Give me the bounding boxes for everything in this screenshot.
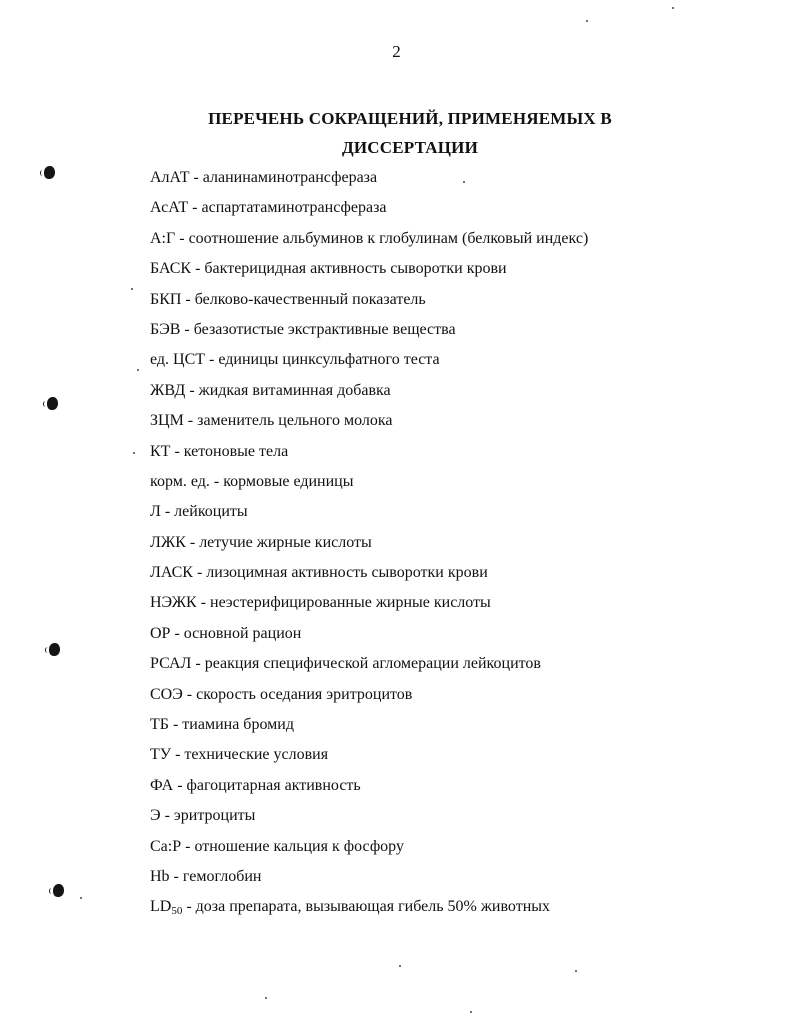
list-item: ТБ - тиамина бромид [150,716,294,734]
list-item: НЭЖК - неэстерифицированные жирные кислоты [150,594,491,612]
list-item-ld50 [150,894,770,924]
list-item: ТУ - технические условия [150,746,329,764]
scan-speck [575,970,577,972]
list-item: БКП - белково-качественный показатель [150,290,426,308]
scan-speck [586,20,588,22]
title-line-2: ДИССЕРТАЦИИ [341,138,479,157]
list-item: ФА - фагоцитарная активность [150,776,361,794]
list-item: корм. ед. - кормовые единицы [150,472,354,490]
punch-hole-mark [53,884,64,897]
list-item: Л - лейкоциты [150,503,248,521]
punch-hole-mark [44,166,55,179]
ld-abbr: LD [150,898,172,916]
list-item: Са:Р - отношение кальция к фосфору [150,837,404,855]
list-item: АлАТ - аланинаминотрансфераза [150,169,378,186]
scan-speck [672,7,674,9]
page-number: 2 [392,42,401,61]
list-item: А:Г - соотношение альбуминов к глобулинам (белковый индекс) [150,229,589,247]
abbreviation-list [150,165,770,925]
list-item: ЗЦМ - заменитель цельного молока [150,412,393,430]
list-item: СОЭ - скорость оседания эритроцитов [150,685,413,703]
list-item: БАСК - бактерицидная активность сыворотки крови [150,260,507,278]
list-item: Э - эритроциты [150,807,256,825]
ld-definition: - доза препарата, вызывающая гибель 50% животных [182,898,550,916]
scan-speck [265,997,267,999]
list-item: ЛЖК - летучие жирные кислоты [150,533,372,551]
punch-hole-mark [47,397,58,410]
ld-subscript: 50 [171,905,183,918]
list-item: ЛАСК - лизоцимная активность сыворотки крови [150,564,488,582]
punch-hole-mark [49,643,60,656]
list-item: ед. ЦСТ - единицы цинксульфатного теста [150,351,440,369]
list-item: Hb - гемоглобин [150,867,262,885]
list-item: РСАЛ - реакция специфической агломерации лейкоцитов [150,655,541,673]
scan-speck [80,897,82,899]
page-title [60,104,760,162]
scan-speck [133,452,135,454]
list-item: КТ - кетоновые тела [150,442,289,460]
scan-speck [131,288,133,290]
scan-speck [470,1011,472,1013]
title-line-1: ПЕРЕЧЕНЬ СОКРАЩЕНИЙ, ПРИМЕНЯЕМЫХ В [208,109,612,128]
list-item: ОР - основной рацион [150,624,302,642]
list-item: БЭВ - безазотистые экстрактивные вещества [150,320,456,338]
list-item: ЖВД - жидкая витаминная добавка [150,381,391,399]
scan-speck [463,181,465,183]
list-item: АсАТ - аспартатаминотрансфераза [150,199,387,217]
scan-speck [137,369,139,371]
scan-speck [399,965,401,967]
